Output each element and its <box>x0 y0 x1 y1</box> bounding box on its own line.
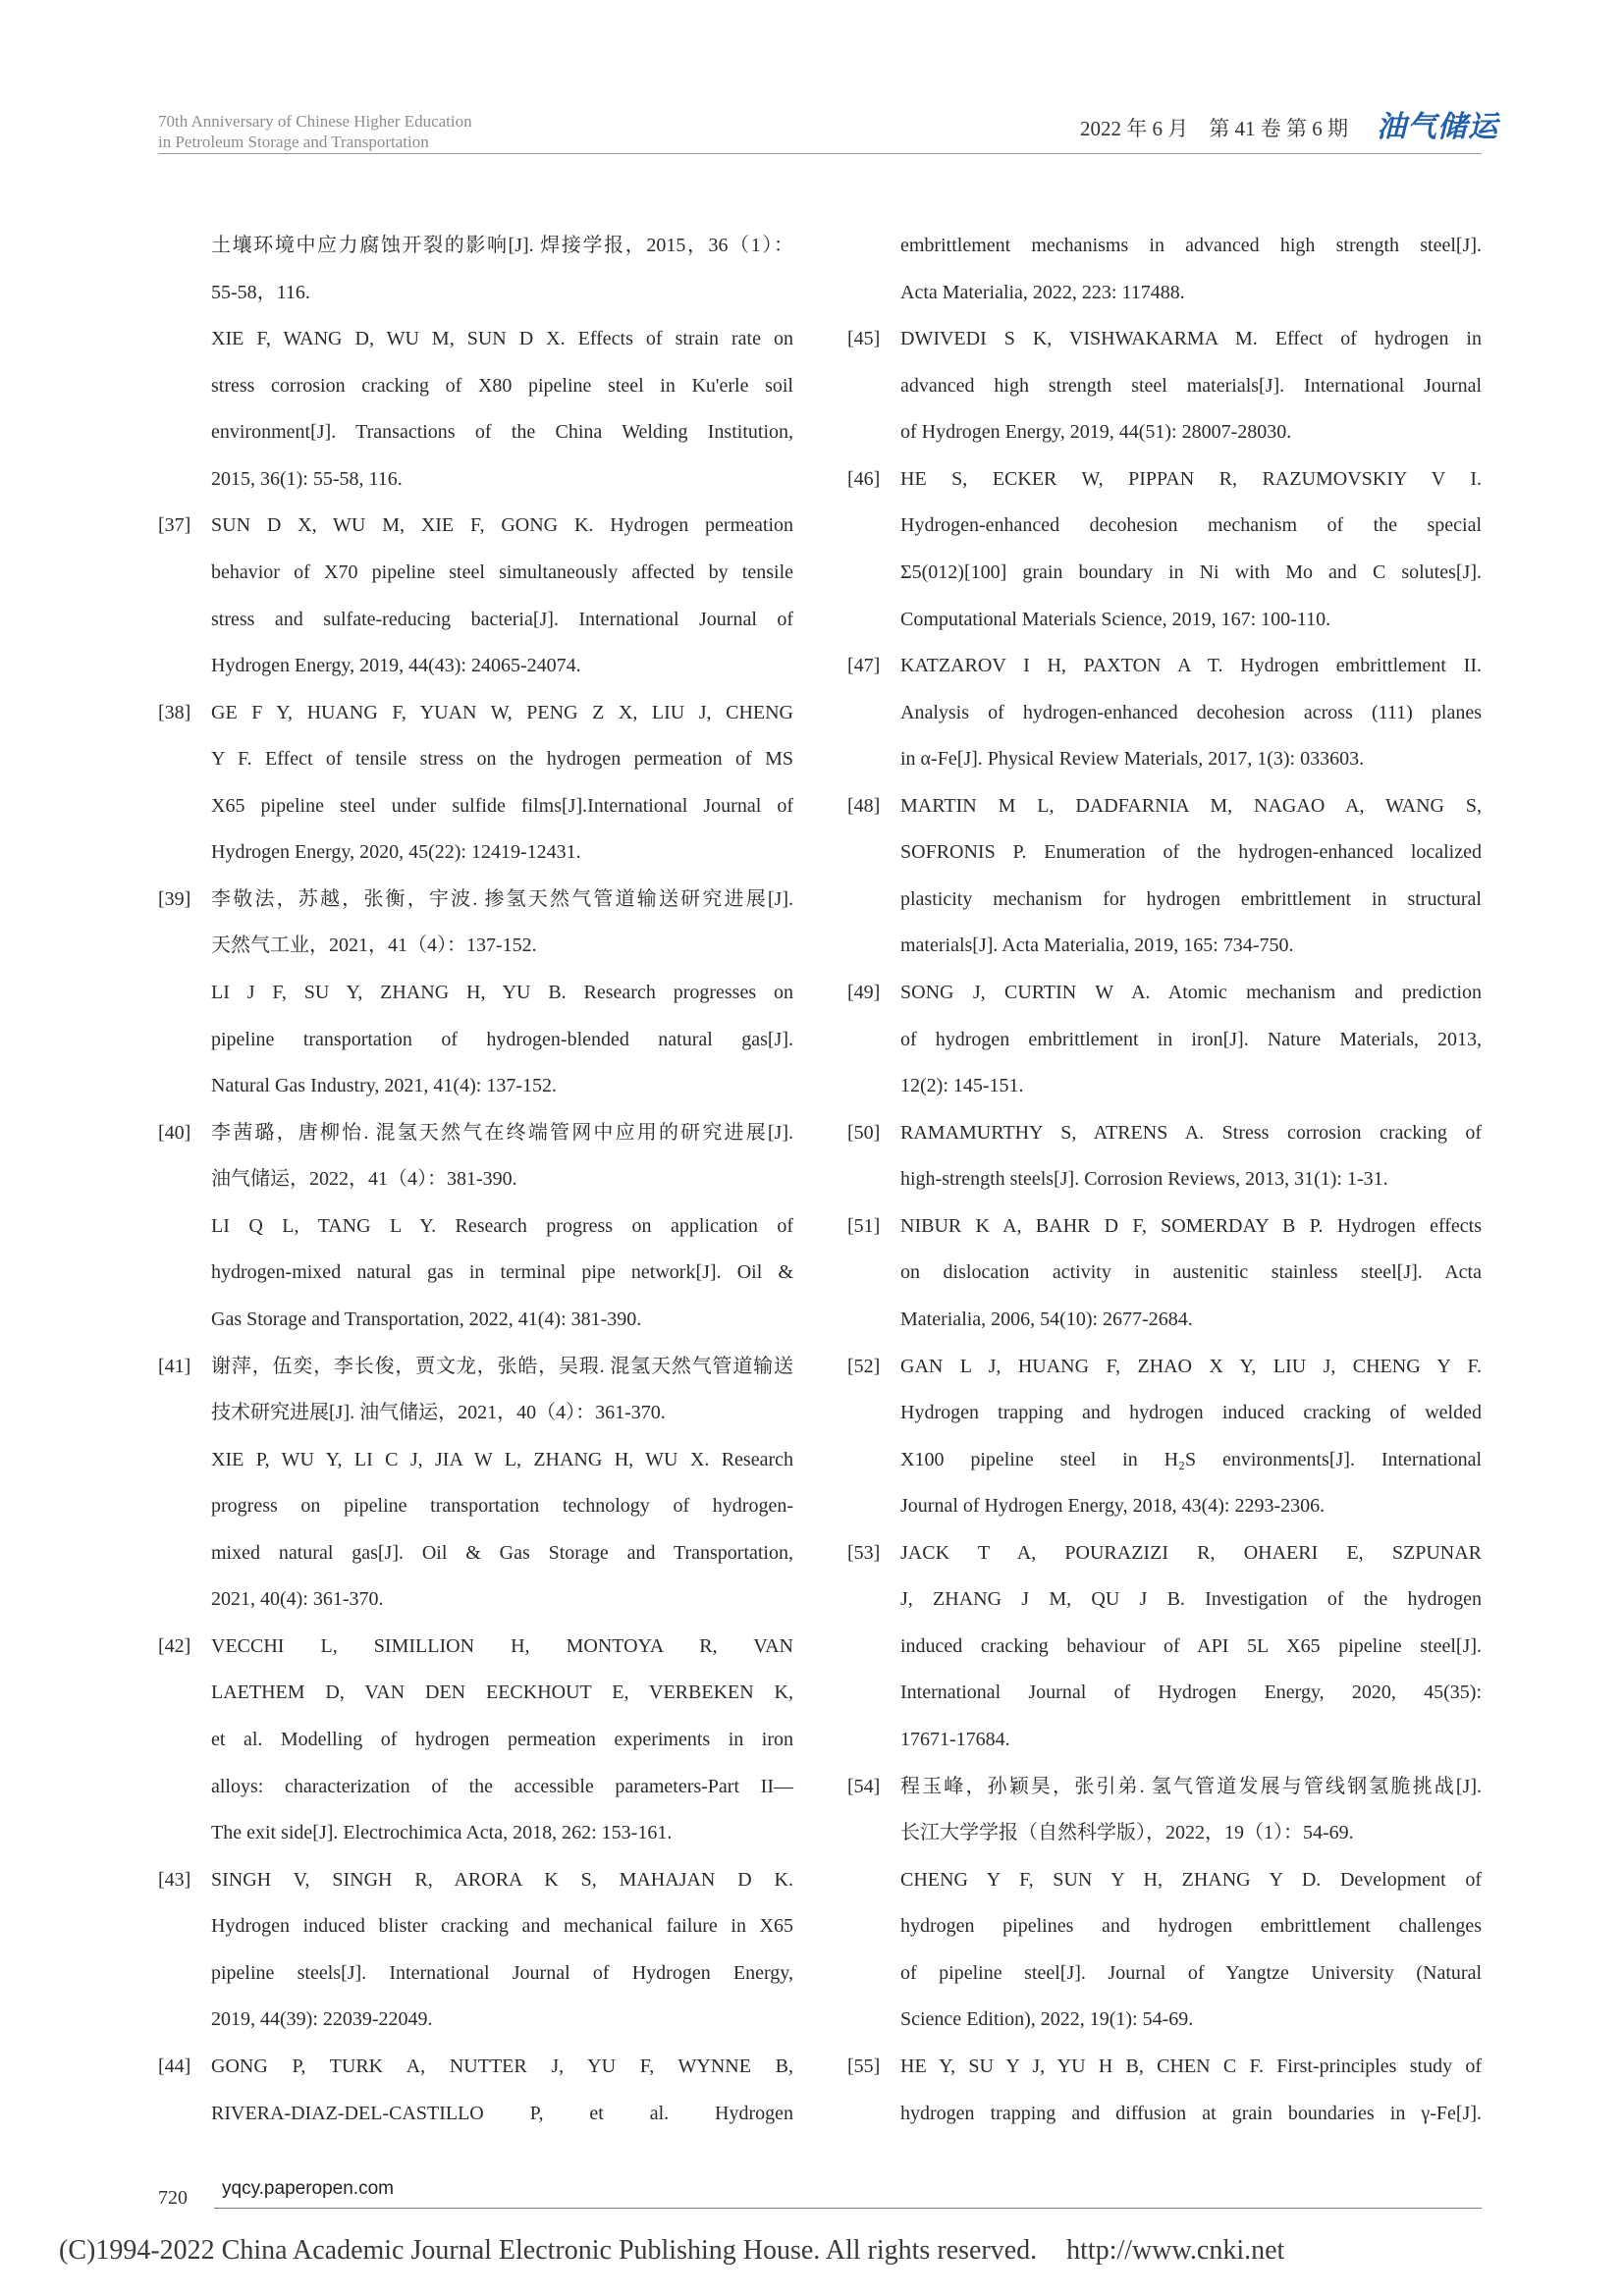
reference-line: Materialia, 2006, 54(10): 2677-2684. <box>900 1308 1193 1330</box>
reference-entry <box>847 783 1482 970</box>
reference-line: hydrogen-mixed natural gas in terminal pipe network[J]. Oil & <box>211 1261 793 1284</box>
reference-line: environment[J]. Transactions of the China Welding Institution, <box>211 421 793 444</box>
reference-line: KATZAROV I H, PAXTON A T. Hydrogen embrittlement II. <box>900 655 1482 677</box>
header-divider <box>158 153 1482 154</box>
reference-line: Hydrogen Energy, 2019, 44(43): 24065-24074. <box>211 655 581 677</box>
reference-line: pipeline steels[J]. International Journal of Hydrogen Energy, <box>211 1961 793 1984</box>
reference-line: RAMAMURTHY S, ATRENS A. Stress corrosion cracking of <box>900 1121 1482 1144</box>
reference-number: [37] <box>158 514 191 537</box>
reference-number: [47] <box>847 655 881 677</box>
reference-line: embrittlement mechanisms in advanced high strength steel[J]. <box>900 235 1482 256</box>
reference-line: 2019, 44(39): 22039-22049. <box>211 2008 433 2031</box>
reference-line: progress on pipeline transportation technology of hydrogen- <box>211 1495 793 1518</box>
reference-line: 12(2): 145-151. <box>900 1075 1024 1097</box>
running-header-line-2: in Petroleum Storage and Transportation <box>158 133 429 151</box>
reference-number: [38] <box>158 701 191 723</box>
reference-entry <box>847 316 1482 456</box>
reference-number: [46] <box>847 467 881 490</box>
copyright-notice <box>59 2234 1284 2268</box>
reference-line: Journal of Hydrogen Energy, 2018, 43(4): 2293-2306. <box>900 1495 1326 1518</box>
reference-line: high-strength steels[J]. Corrosion Reviews, 2013, 31(1): 1-31. <box>900 1168 1388 1191</box>
reference-line: 土壤环境中应力腐蚀开裂的影响[J]. 焊接学报，2015，36（1）： <box>211 235 793 256</box>
reference-line: induced cracking behaviour of API 5L X65 pipeline steel[J]. <box>900 1634 1482 1657</box>
reference-entry <box>158 690 793 877</box>
reference-line: X65 pipeline steel under sulfide films[J].International Journal of <box>211 794 793 817</box>
reference-line: 55-58，116. <box>211 281 310 303</box>
reference-number: [50] <box>847 1121 881 1144</box>
reference-line: behavior of X70 pipeline steel simultaneously affected by tensile <box>211 561 793 583</box>
running-header-english <box>158 111 472 152</box>
reference-line: Hydrogen trapping and hydrogen induced cracking of welded <box>900 1402 1482 1424</box>
reference-number: [39] <box>158 887 191 910</box>
reference-line: alloys: characterization of the accessible parameters-Part II— <box>211 1775 793 1797</box>
reference-line: CHENG Y F, SUN Y H, ZHANG Y D. Development of <box>900 1868 1482 1891</box>
reference-line: et al. Modelling of hydrogen permeation experiments in iron <box>211 1729 793 1750</box>
reference-entry <box>158 1344 793 1437</box>
reference-continuation <box>211 970 793 1110</box>
reference-line: SOFRONIS P. Enumeration of the hydrogen-enhanced localized <box>900 841 1482 864</box>
reference-entry <box>158 1624 793 1857</box>
reference-continuation <box>900 1857 1482 2044</box>
reference-line: LI Q L, TANG L Y. Research progress on application of <box>211 1214 793 1237</box>
reference-number: [55] <box>847 2055 881 2077</box>
copyright-text: (C)1994-2022 China Academic Journal Electronic Publishing House. All rights reserved. <box>59 2235 1038 2266</box>
reference-number: [44] <box>158 2055 191 2077</box>
reference-number: [41] <box>158 1355 191 1377</box>
reference-line: Computational Materials Science, 2019, 167: 100-110. <box>900 608 1331 630</box>
reference-entry <box>158 503 793 689</box>
reference-number: [54] <box>847 1775 881 1797</box>
reference-line: Gas Storage and Transportation, 2022, 41(4): 381-390. <box>211 1308 642 1330</box>
reference-line: stress and sulfate-reducing bacteria[J]. International Journal of <box>211 608 793 630</box>
reference-line: 2021, 40(4): 361-370. <box>211 1588 384 1611</box>
reference-number: [51] <box>847 1214 881 1237</box>
reference-entry <box>847 1203 1482 1344</box>
reference-entry <box>847 1110 1482 1203</box>
reference-continuation <box>211 1203 793 1344</box>
reference-line: XIE P, WU Y, LI C J, JIA W L, ZHANG H, WU X. Research <box>211 1448 793 1470</box>
references-right-column <box>847 223 1482 2137</box>
reference-line: of pipeline steel[J]. Journal of Yangtze University (Natural <box>900 1961 1482 1984</box>
reference-continuation <box>211 223 793 316</box>
reference-line: materials[J]. Acta Materialia, 2019, 165: 734-750. <box>900 934 1294 957</box>
reference-number: [43] <box>158 1868 191 1891</box>
reference-line: Analysis of hydrogen-enhanced decohesion across (111) planes <box>900 701 1482 723</box>
reference-number: [53] <box>847 1541 881 1564</box>
reference-line: HE Y, SU Y J, YU H B, CHEN C F. First-principles study of <box>900 2055 1482 2077</box>
reference-line: GAN L J, HUANG F, ZHAO X Y, LIU J, CHENG Y F. <box>900 1355 1482 1377</box>
reference-line: SINGH V, SINGH R, ARORA K S, MAHAJAN D K. <box>211 1868 793 1891</box>
reference-line: HE S, ECKER W, PIPPAN R, RAZUMOVSKIY V I. <box>900 467 1482 490</box>
reference-line: 长江大学学报（自然科学版），2022，19（1）：54-69. <box>900 1822 1354 1844</box>
journal-logo: 油气储运 <box>1377 110 1498 144</box>
reference-line: on dislocation activity in austenitic stainless steel[J]. Acta <box>900 1261 1482 1284</box>
reference-line: 李茜璐，唐柳怡. 混氢天然气在终端管网中应用的研究进展[J]. <box>211 1121 793 1144</box>
issue-info: 2022 年 6 月 第 41 卷 第 6 期 <box>1080 117 1348 140</box>
reference-line: LI J F, SU Y, ZHANG H, YU B. Research progresses on <box>211 982 793 1003</box>
reference-entry <box>158 2044 793 2137</box>
reference-line: Σ5(012)[100] grain boundary in Ni with Mo and C solutes[J]. <box>900 561 1482 583</box>
reference-line: 2015, 36(1): 55-58, 116. <box>211 467 403 490</box>
reference-line: Science Edition), 2022, 19(1): 54-69. <box>900 2008 1194 2031</box>
reference-line: SONG J, CURTIN W A. Atomic mechanism and prediction <box>900 982 1482 1003</box>
reference-line: Hydrogen induced blister cracking and mechanical failure in X65 <box>211 1915 793 1938</box>
reference-entry <box>847 643 1482 783</box>
reference-line: of hydrogen embrittlement in iron[J]. Nature Materials, 2013, <box>900 1028 1482 1050</box>
reference-line: stress corrosion cracking of X80 pipeline steel in Ku'erle soil <box>211 374 793 397</box>
reference-line: Hydrogen Energy, 2020, 45(22): 12419-12431. <box>211 841 581 864</box>
reference-line: in α-Fe[J]. Physical Review Materials, 2017, 1(3): 033603. <box>900 748 1365 771</box>
reference-line: The exit side[J]. Electrochimica Acta, 2018, 262: 153-161. <box>211 1822 673 1844</box>
reference-number: [49] <box>847 982 881 1003</box>
reference-line: 天然气工业，2021，41（4）：137-152. <box>211 934 537 957</box>
reference-line: hydrogen pipelines and hydrogen embrittlement challenges <box>900 1915 1482 1938</box>
reference-line: 技术研究进展[J]. 油气储运，2021，40（4）：361-370. <box>211 1402 666 1424</box>
reference-number: [45] <box>847 328 881 350</box>
reference-line: 李敬法，苏越，张衡，宇波. 掺氢天然气管道输送研究进展[J]. <box>211 887 793 910</box>
reference-entry <box>847 2044 1482 2137</box>
reference-line: RIVERA-DIAZ-DEL-CASTILLO P, et al. Hydrogen <box>211 2102 793 2124</box>
reference-line: GONG P, TURK A, NUTTER J, YU F, WYNNE B, <box>211 2055 793 2077</box>
reference-continuation <box>900 223 1482 316</box>
reference-entry <box>847 970 1482 1110</box>
reference-number: [42] <box>158 1634 191 1657</box>
reference-line: NIBUR K A, BAHR D F, SOMERDAY B P. Hydrogen effects <box>900 1214 1482 1237</box>
reference-line: MARTIN M L, DADFARNIA M, NAGAO A, WANG S, <box>900 794 1482 817</box>
reference-line: of Hydrogen Energy, 2019, 44(51): 28007-28030. <box>900 421 1292 444</box>
reference-line: 谢萍，伍奕，李长俊，贾文龙，张皓，吴瑕. 混氢天然气管道输送 <box>211 1355 793 1377</box>
reference-line: Y F. Effect of tensile stress on the hydrogen permeation of MS <box>211 748 793 771</box>
reference-line: 17671-17684. <box>900 1729 1010 1750</box>
reference-continuation <box>211 316 793 503</box>
reference-entry <box>158 1857 793 2044</box>
reference-entry <box>847 1764 1482 1857</box>
reference-line: GE F Y, HUANG F, YUAN W, PENG Z X, LIU J, CHENG <box>211 701 793 723</box>
references-left-column <box>158 223 793 2137</box>
cnki-url: http://www.cnki.net <box>1066 2235 1285 2266</box>
reference-line: Hydrogen-enhanced decohesion mechanism of the special <box>900 514 1482 537</box>
reference-continuation <box>211 1437 793 1624</box>
reference-line: J, ZHANG J M, QU J B. Investigation of the hydrogen <box>900 1588 1482 1611</box>
reference-line: JACK T A, POURAZIZI R, OHAERI E, SZPUNAR <box>900 1541 1482 1564</box>
reference-line: DWIVEDI S K, VISHWAKARMA M. Effect of hydrogen in <box>900 328 1482 350</box>
reference-line: LAETHEM D, VAN DEN EECKHOUT E, VERBEKEN K, <box>211 1682 793 1704</box>
reference-line: Natural Gas Industry, 2021, 41(4): 137-152. <box>211 1075 557 1097</box>
reference-entry <box>847 1530 1482 1764</box>
reference-entry <box>158 1110 793 1203</box>
page-number: 720 <box>158 2187 188 2209</box>
reference-entry <box>158 877 793 970</box>
reference-line: XIE F, WANG D, WU M, SUN D X. Effects of strain rate on <box>211 328 793 350</box>
reference-entry <box>847 456 1482 643</box>
reference-line: hydrogen trapping and diffusion at grain boundaries in γ-Fe[J]. <box>900 2102 1482 2124</box>
reference-line: advanced high strength steel materials[J]. International Journal <box>900 374 1482 397</box>
reference-line: 油气储运，2022，41（4）：381-390. <box>211 1168 517 1191</box>
reference-number: [48] <box>847 794 881 817</box>
reference-number: [52] <box>847 1355 881 1377</box>
reference-line: plasticity mechanism for hydrogen embrittlement in structural <box>900 887 1482 910</box>
reference-line: International Journal of Hydrogen Energy, 2020, 45(35): <box>900 1682 1482 1704</box>
reference-entry <box>847 1344 1482 1530</box>
reference-line: X100 pipeline steel in H₂S environments[J]. International <box>900 1448 1482 1470</box>
journal-website: yqcy.paperopen.com <box>222 2178 394 2199</box>
reference-line: Acta Materialia, 2022, 223: 117488. <box>900 281 1185 303</box>
footer-divider <box>214 2208 1482 2209</box>
reference-line: mixed natural gas[J]. Oil & Gas Storage and Transportation, <box>211 1541 793 1564</box>
running-header-line-1: 70th Anniversary of Chinese Higher Education <box>158 112 472 131</box>
reference-line: 程玉峰，孙颖昊，张引弟. 氢气管道发展与管线钢氢脆挑战[J]. <box>900 1775 1482 1797</box>
reference-number: [40] <box>158 1121 191 1144</box>
reference-line: pipeline transportation of hydrogen-blended natural gas[J]. <box>211 1028 793 1050</box>
reference-line: SUN D X, WU M, XIE F, GONG K. Hydrogen permeation <box>211 514 793 537</box>
reference-line: VECCHI L, SIMILLION H, MONTOYA R, VAN <box>211 1634 793 1657</box>
